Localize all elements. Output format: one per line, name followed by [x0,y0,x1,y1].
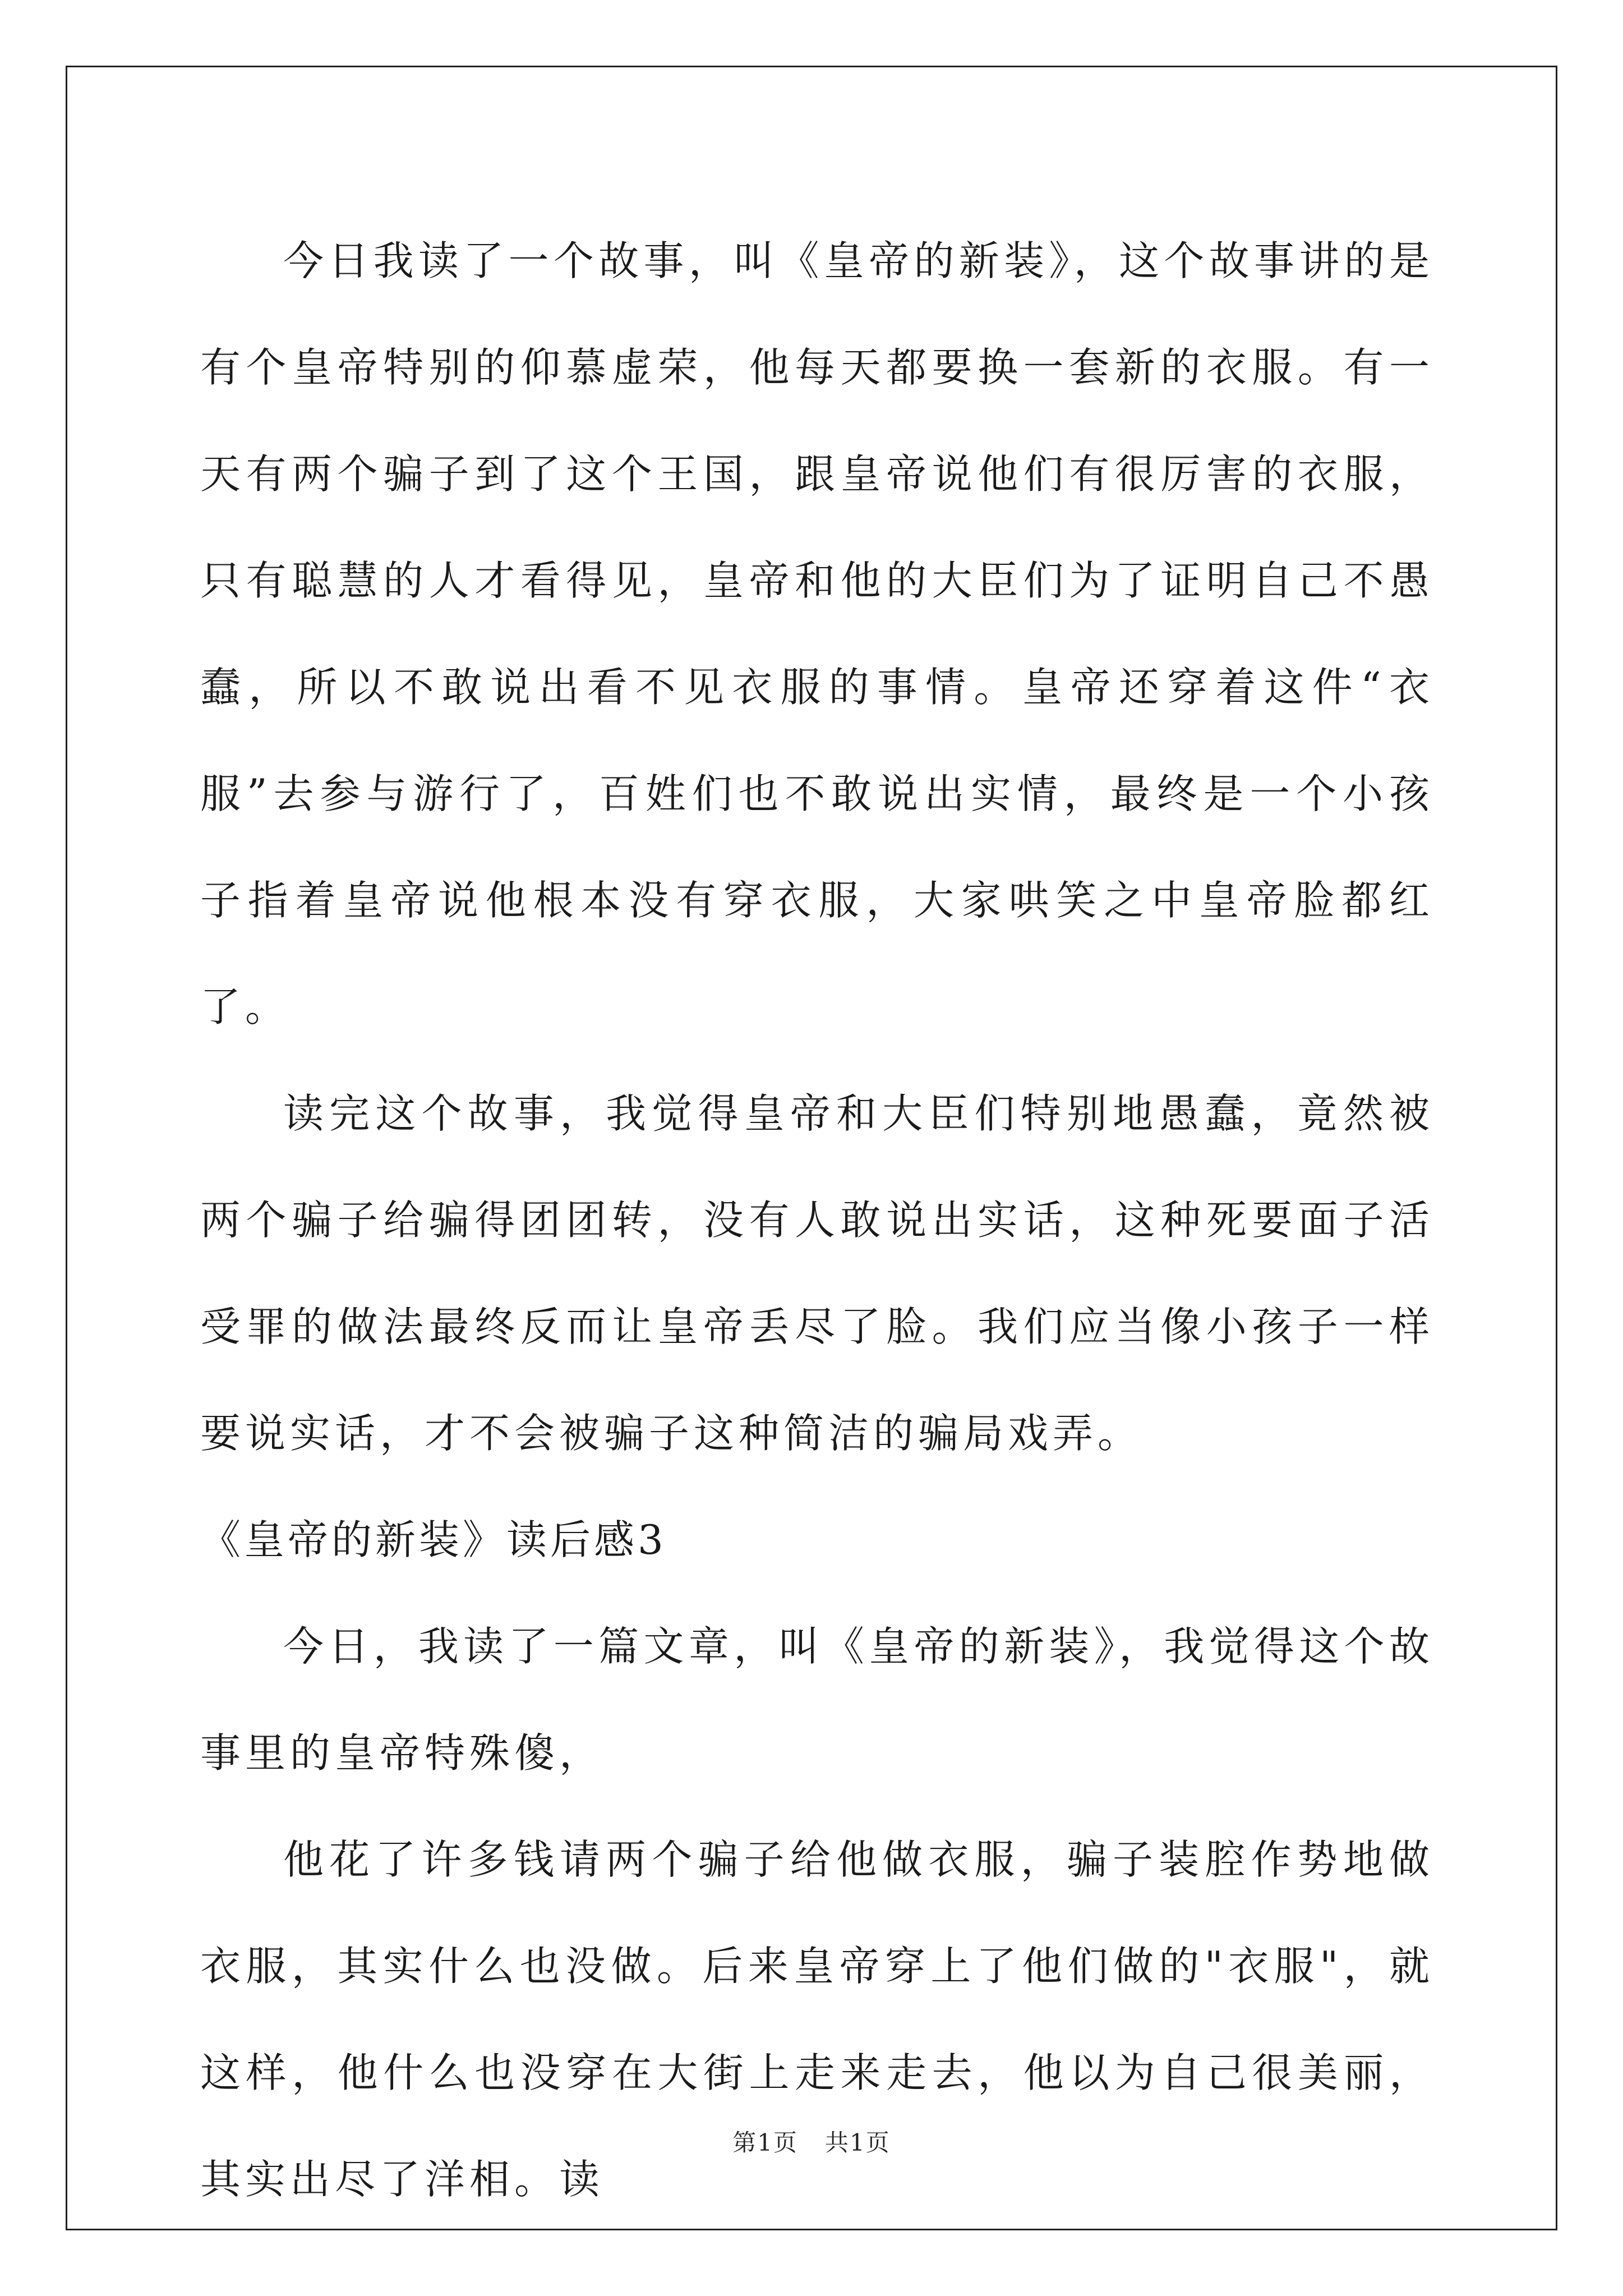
paragraph-3: 今日，我读了一篇文章，叫《皇帝的新装》，我觉得这个故事里的皇帝特殊傻， [200,1623,1434,1777]
paragraph-1: 今日我读了一个故事，叫《皇帝的新装》，这个故事讲的是有个皇帝特别的仰慕虚荣，他每天都要换一套新的衣服。有一天有两个骗子到了这个王国，跟皇帝说他们有很厉害的衣服，只有聪慧的人才看得见，皇帝和他的大臣们为了证明自己不愚蠢，所以不敢说出看不见衣服的事情。皇帝还穿着这件“衣服”去参与游行了，百姓们也不敢说出实情，最终是一个小孩子指着皇帝说他根本没有穿衣服，大家哄笑之中皇帝脸都红了。 [200,237,1434,1030]
paragraph-2: 读完这个故事，我觉得皇帝和大臣们特别地愚蠢，竟然被两个骗子给骗得团团转，没有人敢说出实话，这种死要面子活受罪的做法最终反而让皇帝丢尽了脸。我们应当像小孩子一样要说实话，才不会被骗子这种简洁的骗局戏弄。 [200,1090,1434,1457]
section-title: 《皇帝的新装》读后感3 [200,1516,667,1563]
page-footer [0,2126,1623,2160]
page-count: 共1页 [825,2129,891,2156]
document-body [200,208,1434,2233]
paragraph-4: 他花了许多钱请两个骗子给他做衣服，骗子装腔作势地做衣服，其实什么也没做。后来皇帝穿上了他们做的"衣服"，就这样，他什么也没穿在大街上走来走去，他以为自己很美丽，其实出尽了洋相。读 [200,1836,1434,2203]
page-number: 第1页 [732,2129,798,2156]
